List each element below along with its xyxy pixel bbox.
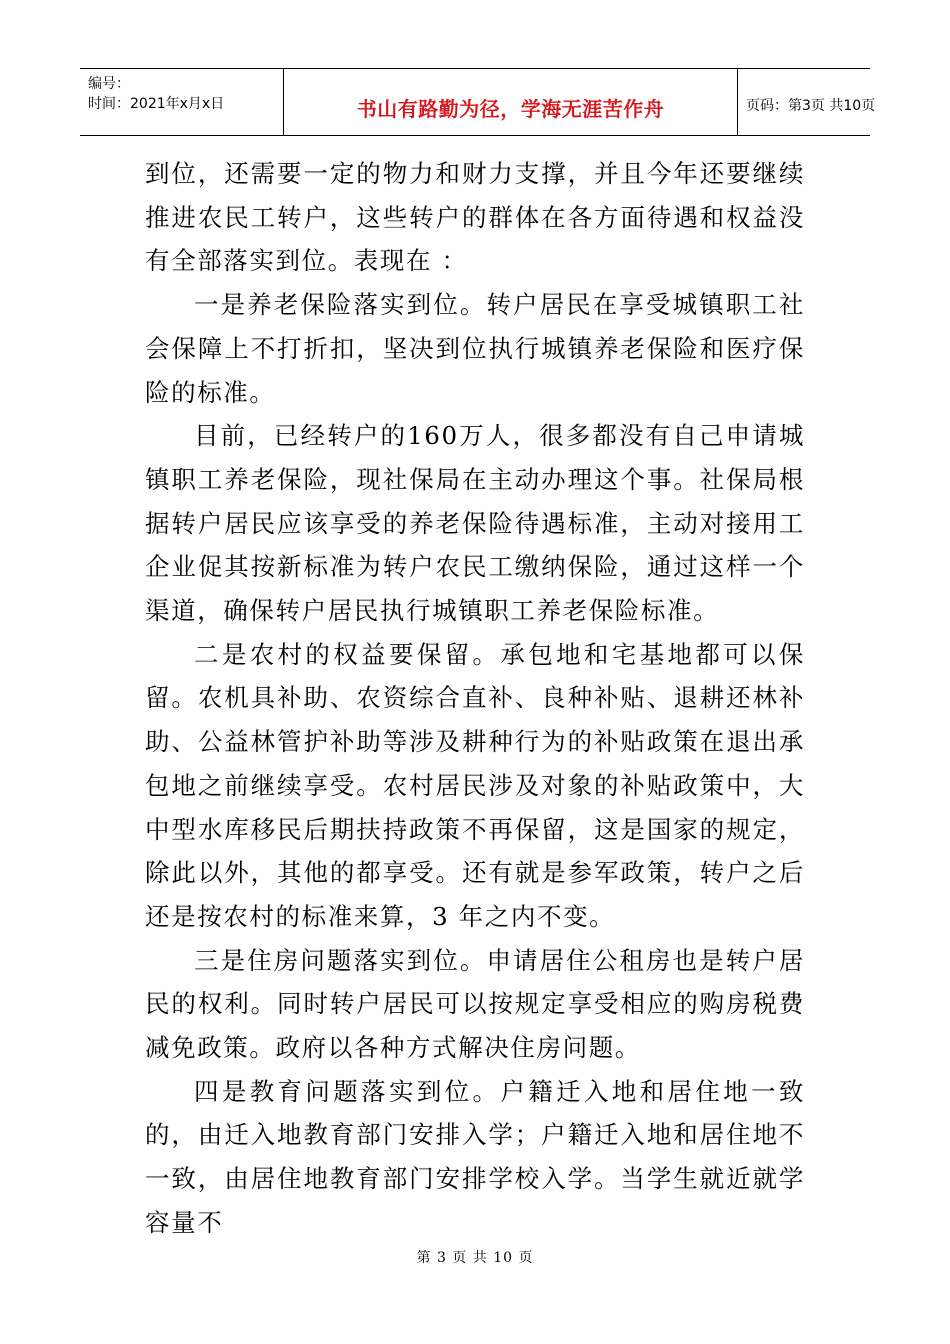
paragraph: 目前，已经转户的160万人，很多都没有自己申请城镇职工养老保险，现社保局在主动办理这个事。社保局根据转户居民应该享受的养老保险待遇标准，主动对接用工企业促其按新标准为转户农民工缴纳保险，通过这样一个渠道，确保转户居民执行城镇职工养老保险标准。 — [145, 421, 805, 626]
paragraph: 一是养老保险落实到位。转户居民在享受城镇职工社会保障上不打折扣，坚决到位执行城镇养老保险和医疗保险的标准。 — [145, 290, 805, 407]
document-number-label: 编号： — [88, 76, 130, 92]
document-body — [145, 152, 805, 1245]
paragraph: 二是农村的权益要保留。承包地和宅基地都可以保留。农机具补助、农资综合直补、良种补贴、退耕还林补助、公益林管护补助等涉及耕种行为的补贴政策在退出承包地之前继续享受。农村居民涉及对象的补贴政策中，大中型水库移民后期扶持政策不再保留，这是国家的规定，除此以外，其他的都享受。还有就是参军政策，转户之后还是按农村的标准来算，3 年之内不变。 — [145, 639, 805, 931]
header-middle-cell — [284, 69, 738, 135]
header-motto: 书山有路勤为径，学海无涯苦作舟 — [356, 97, 665, 121]
paragraph: 三是住房问题落实到位。申请居住公租房也是转户居民的权利。同时转户居民可以按规定享受相应的购房税费减免政策。政府以各种方式解决住房问题。 — [145, 945, 805, 1063]
header-left-cell — [80, 69, 284, 135]
document-time-label: 时间：2021年x月x日 — [88, 96, 225, 112]
paragraph: 四是教育问题落实到位。户籍迁入地和居住地一致的，由迁入地教育部门安排入学；户籍迁入地和居住地不一致，由居住地教育部门安排学校入学。当学生就近就学容量不 — [145, 1076, 805, 1237]
page-footer: 第 3 页 共 10 页 — [416, 1250, 534, 1266]
header-page-info: 页码：第3页 共10页 — [746, 98, 876, 114]
document-header — [80, 68, 876, 136]
header-right-cell — [738, 69, 876, 135]
paragraph: 到位，还需要一定的物力和财力支撑，并且今年还要继续推进农民工转户，这些转户的群体在各方面待遇和权益没有全部落实到位。表现在 ： — [145, 159, 805, 276]
